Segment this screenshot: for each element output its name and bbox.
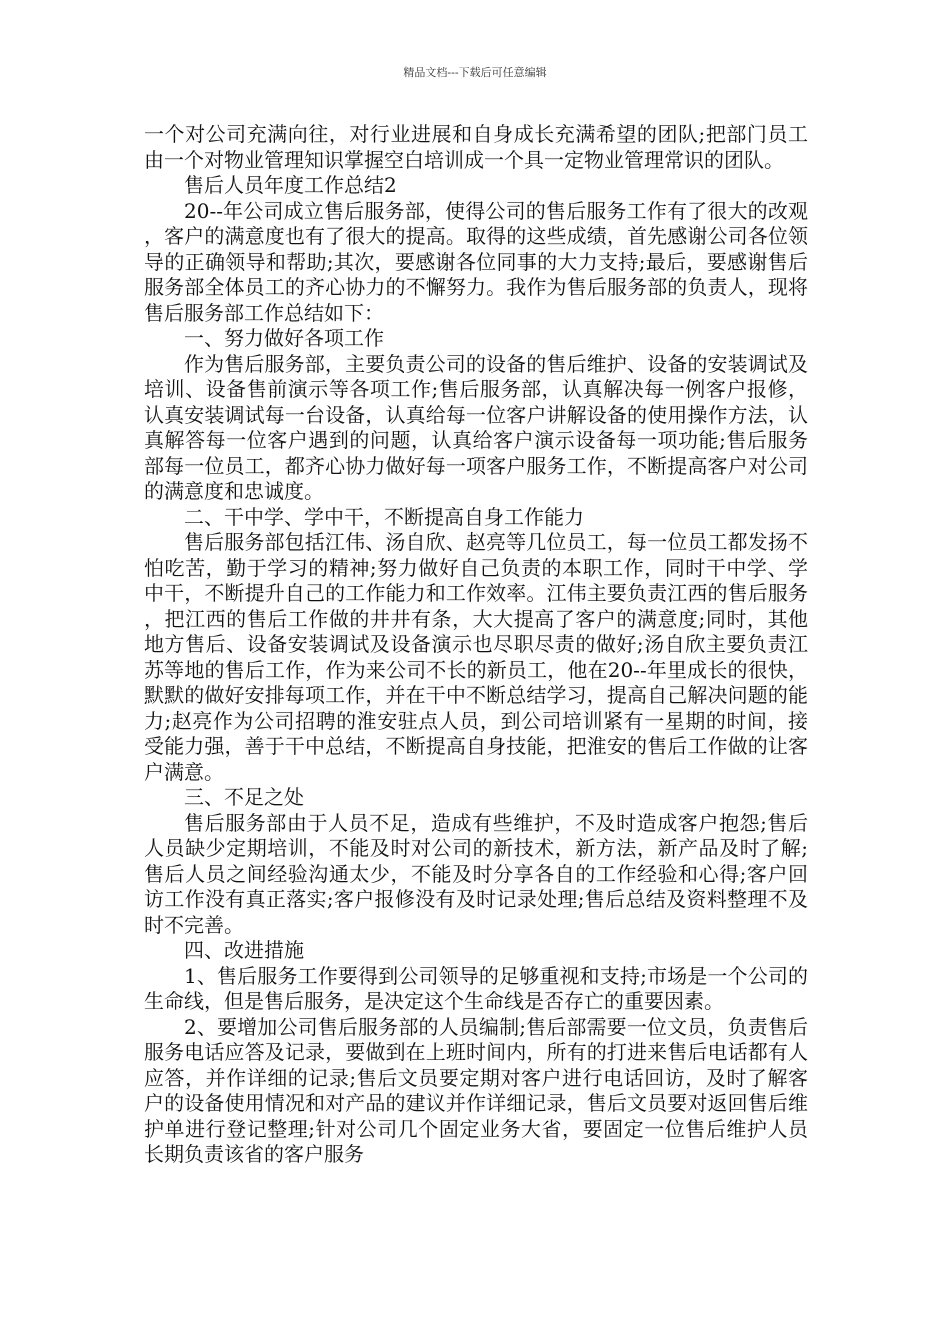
- heading-4: 四、改进措施: [184, 938, 304, 962]
- document-body: [144, 122, 808, 1168]
- paragraph-work: 作为售后服务部，主要负责公司的设备的售后维护、设备的安装调试及培训、设备售前演示等各项工作;售后服务部，认真解决每一例客户报修，认真安装调试每一台设备，认真给每一位客户讲解设备的使用操作方法，认真解答每一位客户遇到的问题，认真给客户演示设备每一项功能;售后服务部每一位员工，都齐心协力做好每一项客户服务工作，不断提高客户对公司的满意度和忠诚度。: [144, 351, 808, 503]
- heading-3: 三、不足之处: [184, 785, 304, 809]
- heading-2: 二、干中学、学中干，不断提高自身工作能力: [184, 504, 584, 529]
- paragraph-opening: 20--年公司成立售后服务部，使得公司的售后服务工作有了很大的改观，客户的满意度也有了很大的提高。取得的这些成绩，首先感谢公司各位领导的正确领导和帮助;其次，要感谢各位同事的大力支持;最后，要感谢售后服务部全体员工的齐心协力的不懈努力。我作为售后服务部的负责人，现将售后服务部工作总结如下：: [144, 198, 808, 325]
- paragraph-measure-2: 2、要增加公司售后服务部的人员编制;售后部需要一位文员，负责售后服务电话应答及记录，要做到在上班时间内，所有的打进来售后电话都有人应答，并作详细的记录;售后文员要定期对客户进行电话回访，及时了解客户的设备使用情况和对产品的建议并作详细记录，售后文员要对返回售后维护单进行登记整理;针对公司几个固定业务大省，要固定一位售后维护人员长期负责该省的客户服务: [144, 1014, 808, 1166]
- paragraph-intro-continuation: 一个对公司充满向往，对行业进展和自身成长充满希望的团队;把部门员工由一个对物业管理知识掌握空白培训成一个具一定物业管理常识的团队。: [144, 122, 808, 172]
- section-title: 售后人员年度工作总结2: [184, 173, 397, 197]
- heading-1: 一、努力做好各项工作: [184, 326, 384, 350]
- paragraph-measure-1: 1、售后服务工作要得到公司领导的足够重视和支持;市场是一个公司的生命线，但是售后服务，是决定这个生命线是否存亡的重要因素。: [144, 963, 808, 1013]
- page-header: 精品文档---下载后可任意编辑: [403, 66, 547, 79]
- paragraph-staff: 售后服务部包括江伟、汤自欣、赵亮等几位员工，每一位员工都发扬不怕吃苦，勤于学习的精神;努力做好自己负责的本职工作，同时干中学、学中干，不断提升自己的工作能力和工作效率。江伟主要负责江西的售后服务，把江西的售后工作做的井井有条，大大提高了客户的满意度;同时，其他地方售后、设备安装调试及设备演示也尽职尽责的做好;汤自欣主要负责江苏等地的售后工作，作为来公司不长的新员工，他在20--年里成长的很快，默默的做好安排每项工作，并在干中不断总结学习，提高自己解决问题的能力;赵亮作为公司招聘的淮安驻点人员，到公司培训紧有一星期的时间，接受能力强，善于干中总结，不断提高自身技能，把淮安的售后工作做的让客户满意。: [144, 530, 808, 784]
- paragraph-shortcomings: 售后服务部由于人员不足，造成有些维护，不及时造成客户抱怨;售后人员缺少定期培训，不能及时对公司的新技术，新方法，新产品及时了解;售后人员之间经验沟通太少，不能及时分享各自的工作经验和心得;客户回访工作没有真正落实;客户报修没有及时记录处理;售后总结及资料整理不及时不完善。: [144, 810, 808, 937]
